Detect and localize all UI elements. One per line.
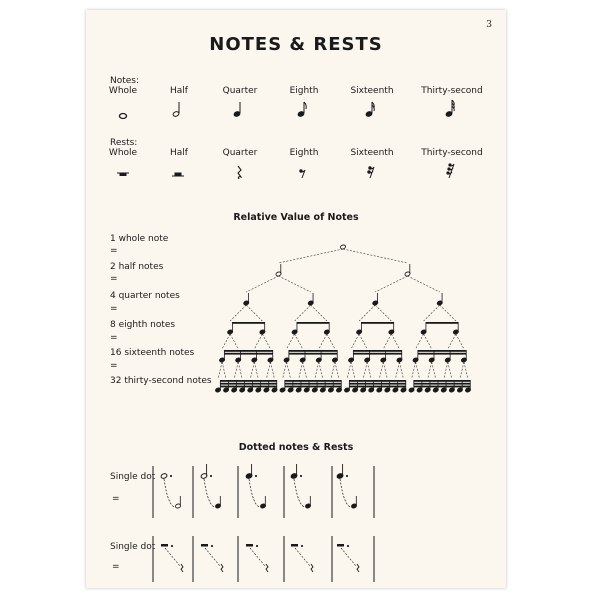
page-title: NOTES & RESTS [209,34,383,55]
rest-connector [250,548,265,566]
augmentation-dot [171,545,173,547]
augmentation-dot [346,475,348,477]
relative-value-title: Relative Value of Notes [233,212,359,223]
dot-value-rest [181,564,183,572]
notes-col-whole: Whole [108,86,138,96]
dotted-rest [161,544,168,547]
rest-connector [295,548,310,566]
tie-connector [294,479,305,507]
notes-col-thirty-second: Thirty-second [421,86,483,96]
dot-value-rest [357,564,359,572]
rests-col-thirty-second: Thirty-second [421,148,483,158]
dot-value-rest [221,564,223,572]
rel-eq-5: = [110,361,118,371]
page-number: 3 [486,20,492,30]
notes-label: Notes: [110,76,140,86]
dotted-rests-label: Single dot [110,542,156,552]
dotted-notes-rests-diagram [86,10,506,588]
notes-col-eighth: Eighth [289,86,319,96]
rel-eq-3: = [110,304,118,314]
rel-row-5: 16 sixteenth notes [110,348,195,358]
augmentation-dot [300,475,302,477]
rests-col-quarter: Quarter [222,148,258,158]
augmentation-dot [170,475,172,477]
dotted-note-head [160,473,167,479]
dotted-rest [201,544,208,547]
rel-eq-2: = [110,274,118,284]
dotted-title: Dotted notes & Rests [238,442,354,453]
rel-row-2: 2 half notes [110,262,164,272]
dotted-notes-equals: = [112,494,120,504]
tie-connector [249,479,260,507]
tie-connector [164,479,175,507]
tie-connector [340,479,351,507]
rel-row-6: 32 thirty-second notes [110,376,212,386]
dot-value-rest [266,564,268,572]
augmentation-dot [211,545,213,547]
notes-col-half: Half [170,86,188,96]
dotted-rest [337,544,344,547]
rel-row-3: 4 quarter notes [110,291,180,301]
tie-connector [204,479,215,507]
rel-eq-4: = [110,333,118,343]
rests-col-eighth: Eighth [289,148,319,158]
rel-row-1: 1 whole note [110,234,169,244]
dotted-notes-label: Single dot [110,472,156,482]
book-page [86,10,506,588]
augmentation-dot [210,475,212,477]
augmentation-dot [255,475,257,477]
dotted-rests-equals: = [112,562,120,572]
augmentation-dot [347,545,349,547]
notes-col-quarter: Quarter [222,86,258,96]
rel-eq-1: = [110,246,118,256]
notes-col-sixteenth: Sixteenth [350,86,394,96]
rests-col-half: Half [170,148,188,158]
dotted-rest [246,544,253,547]
rests-col-sixteenth: Sixteenth [350,148,394,158]
dot-value-rest [311,564,313,572]
rests-col-whole: Whole [108,148,138,158]
rests-label: Rests: [110,138,138,148]
rel-row-4: 8 eighth notes [110,320,176,330]
dotted-rest [291,544,298,547]
augmentation-dot [256,545,258,547]
rest-connector [165,548,180,566]
rest-connector [341,548,356,566]
augmentation-dot [301,545,303,547]
rest-connector [205,548,220,566]
